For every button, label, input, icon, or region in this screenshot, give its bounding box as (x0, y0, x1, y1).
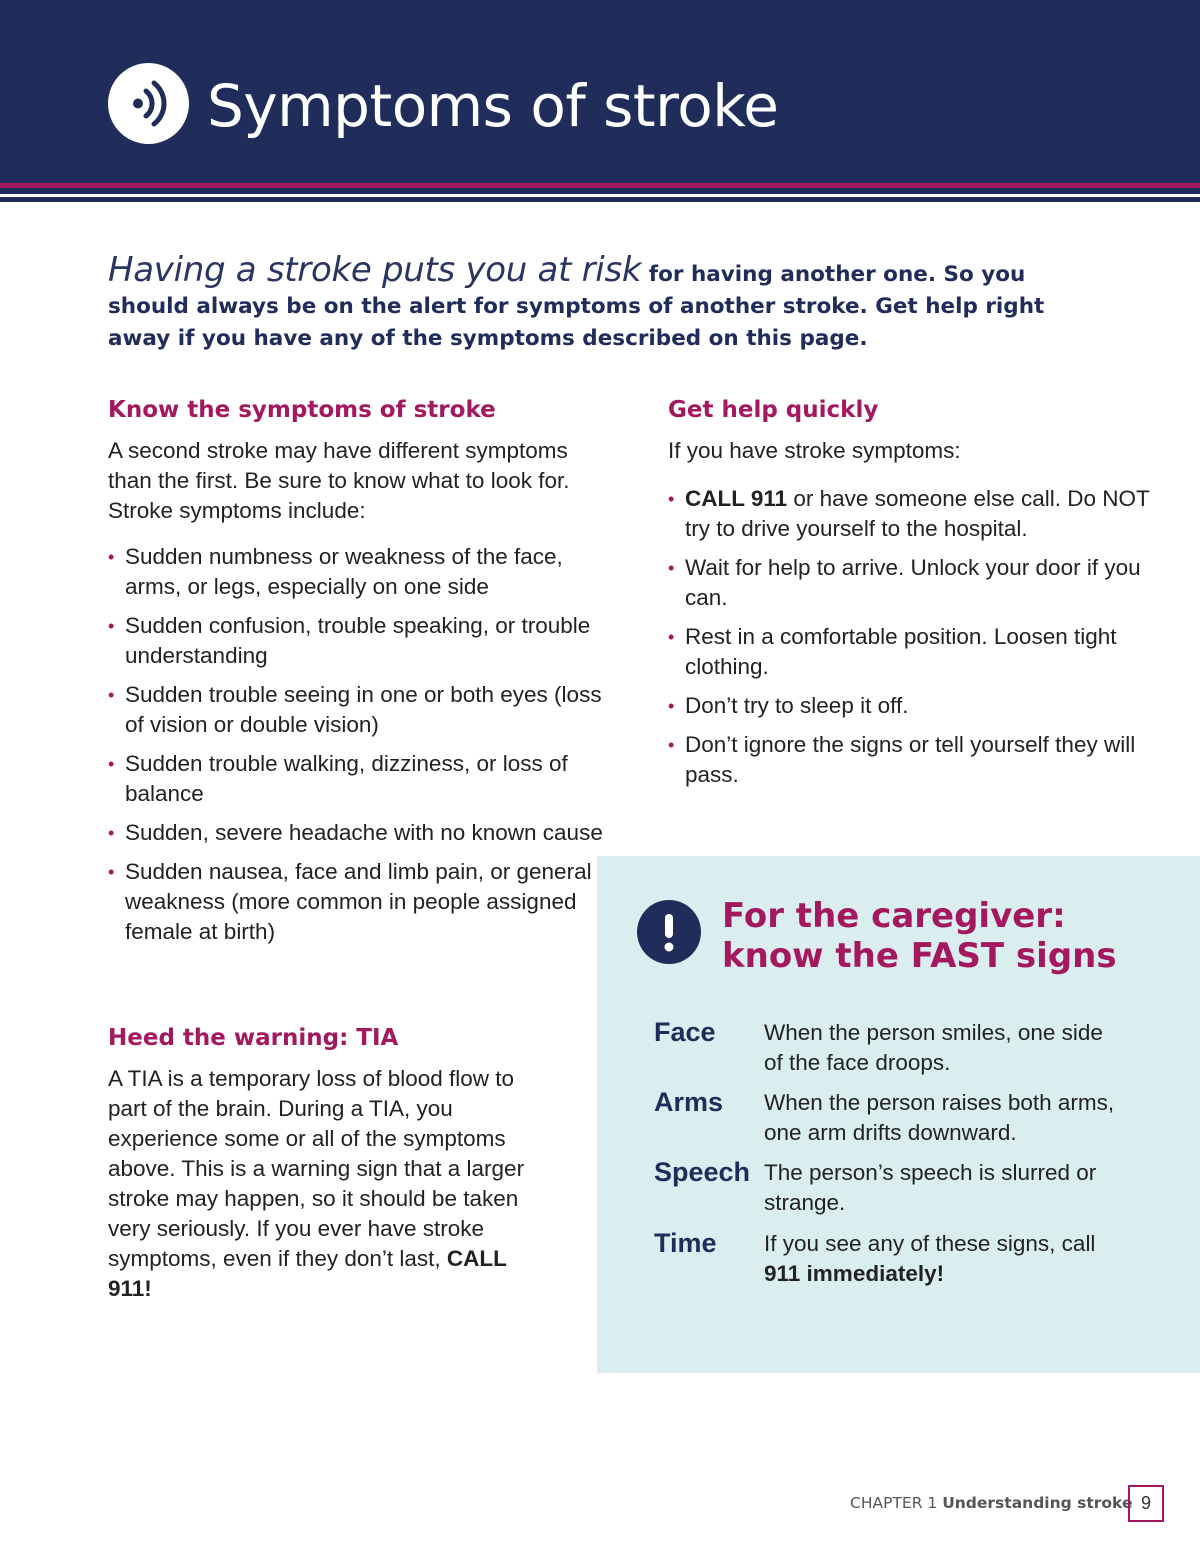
tia-section (108, 1022, 548, 1304)
fast-desc: When the person raises both arms, one arm drifts downward. (764, 1090, 1115, 1145)
fast-desc: When the person smiles, one side of the face droops. (764, 1020, 1103, 1075)
list-item: • Sudden nausea, face and limb pain, or general weakness (more common in people assigned female at birth) (108, 857, 608, 947)
list-item: • Sudden trouble walking, dizziness, or loss of balance (108, 749, 608, 809)
list-item (668, 484, 1168, 544)
caregiver-title (722, 896, 1182, 976)
exclamation-icon (637, 900, 701, 964)
list-item: • Sudden trouble seeing in one or both eyes (loss of vision or double vision) (108, 680, 608, 740)
list-item: • Sudden, severe headache with no known cause (108, 818, 608, 848)
fast-term: Arms (654, 1087, 724, 1117)
page-title: Symptoms of stroke (207, 72, 779, 140)
know-symptoms-section (108, 394, 608, 956)
get-help-heading: Get help quickly (668, 397, 879, 423)
intro-rest: for having another one. So you should always be on the alert for symptoms of another stroke. Get help right away if you have any of the symptoms described on this page. (108, 262, 1045, 351)
caregiver-title-line2: know the FAST signs (722, 936, 1117, 976)
footer-chapter-title: Understanding stroke (942, 1494, 1133, 1512)
fast-term: Time (654, 1228, 717, 1258)
page-number: 9 (1128, 1485, 1164, 1522)
call-911-text: CALL 911 (685, 486, 788, 511)
list-item: • Don’t ignore the signs or tell yourself they will pass. (668, 730, 1168, 790)
header-stripe-navy-bottom (0, 197, 1200, 202)
caregiver-title-line1: For the caregiver: (722, 896, 1066, 936)
list-item: • Don’t try to sleep it off. (668, 691, 1168, 721)
fast-desc-text: If you see any of these signs, call (764, 1231, 1096, 1256)
help-steps-list (668, 484, 1168, 790)
list-item: • Sudden numbness or weakness of the face, arms, or legs, especially on one side (108, 542, 608, 602)
fast-desc: The person’s speech is slurred or strange. (764, 1160, 1097, 1215)
fast-term: Speech (654, 1157, 751, 1187)
caregiver-callout (597, 856, 1200, 1373)
intro-lead: Having a stroke puts you at risk (108, 250, 642, 290)
list-item: • Rest in a comfortable position. Loosen tight clothing. (668, 622, 1168, 682)
get-help-section (668, 394, 1168, 799)
page-footer (850, 1494, 1132, 1512)
tia-body (108, 1064, 548, 1304)
list-item: • Wait for help to arrive. Unlock your door if you can. (668, 553, 1168, 613)
sound-waves-icon (108, 63, 189, 144)
know-symptoms-body: A second stroke may have different symptoms than the first. Be sure to know what to look for. Stroke symptoms include: (108, 438, 570, 523)
page-header (0, 0, 1200, 183)
know-symptoms-heading: Know the symptoms of stroke (108, 397, 496, 423)
list-item: • Sudden confusion, trouble speaking, or trouble understanding (108, 611, 608, 671)
tia-body-text: A TIA is a temporary loss of blood flow to part of the brain. During a TIA, you experience some or all of the symptoms above. This is a warning sign that a larger stroke may happen, so it should be taken very seriously. If you ever have stroke symptoms, even if they don’t last, (108, 1066, 525, 1271)
tia-call-911: CALL 911! (108, 1246, 507, 1301)
tia-heading: Heed the warning: TIA (108, 1025, 399, 1051)
fast-desc (764, 1229, 1124, 1289)
get-help-body: If you have stroke symptoms: (668, 438, 961, 463)
fast-desc-emphasis: 911 immediately! (764, 1261, 945, 1286)
footer-chapter: CHAPTER 1 (850, 1494, 938, 1512)
fast-term: Face (654, 1017, 716, 1047)
intro-paragraph (108, 250, 1048, 355)
symptom-list (108, 542, 608, 947)
call-911-rest: or have someone else call. Do NOT try to drive yourself to the hospital. (685, 486, 1150, 541)
